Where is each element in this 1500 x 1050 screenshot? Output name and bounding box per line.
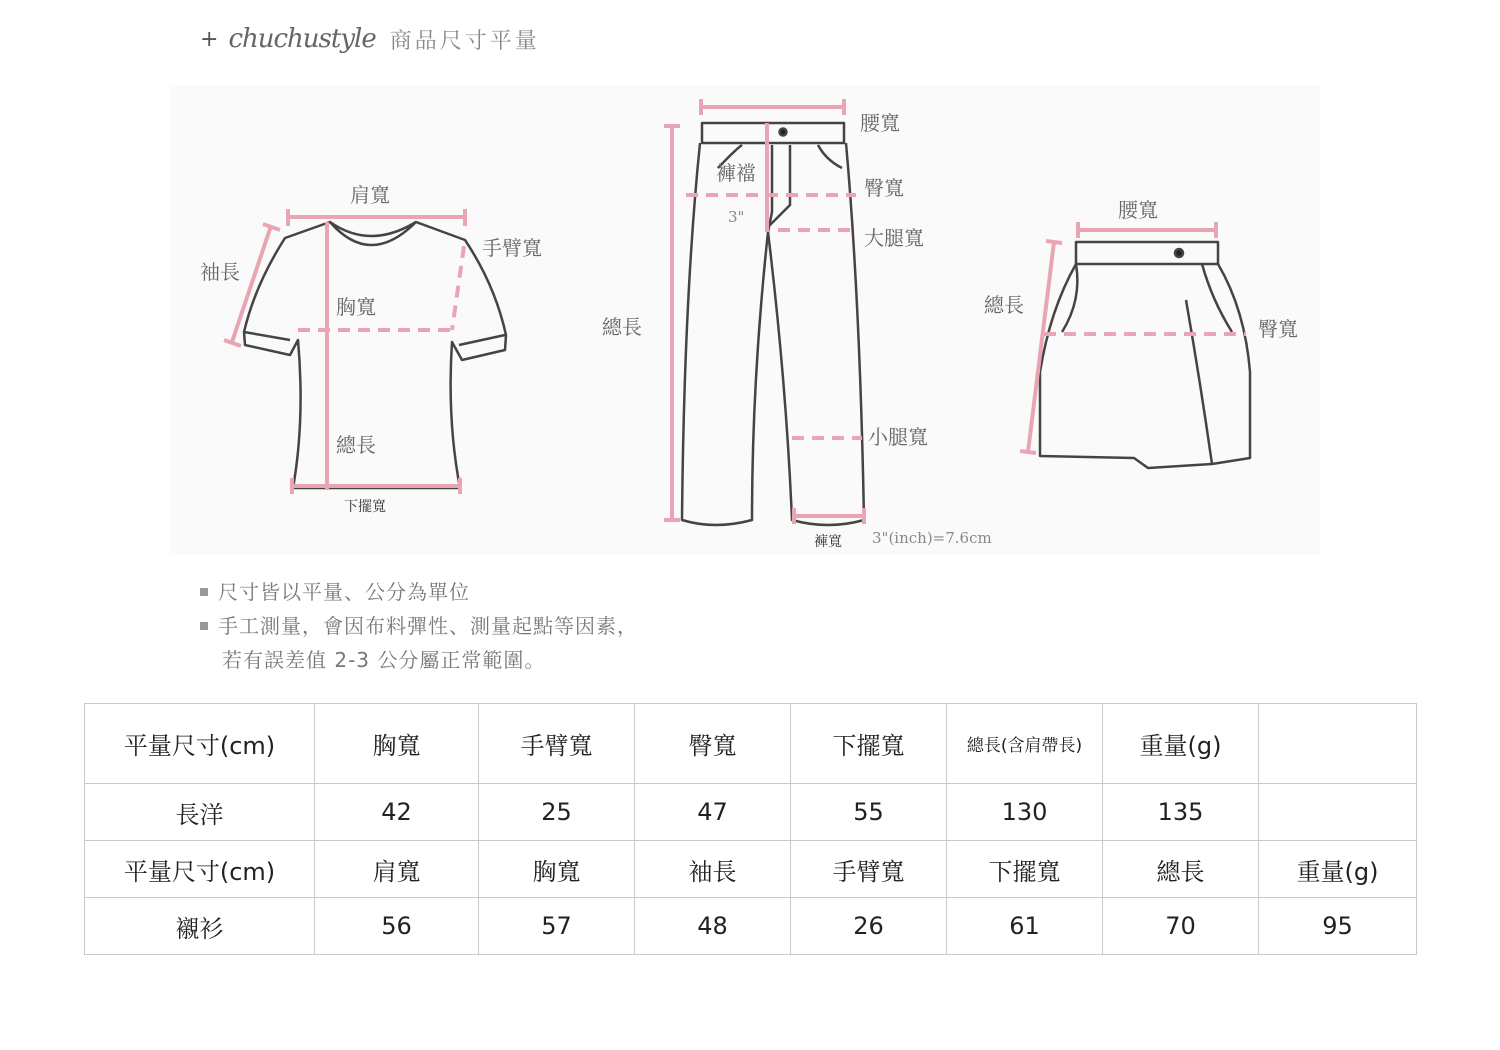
- table-row: [85, 841, 1417, 898]
- shirt-arm-width-label: 手臂寬: [482, 236, 542, 260]
- header-title: 商品尺寸平量: [389, 28, 540, 54]
- table-row: [85, 784, 1417, 841]
- table-cell: 135: [1103, 784, 1259, 841]
- table-cell: 47: [635, 784, 791, 841]
- table-cell: 重量(g): [1259, 841, 1417, 898]
- pants-rise-mark: 3": [728, 208, 745, 226]
- table-cell: [1259, 784, 1417, 841]
- table-cell: 42: [315, 784, 479, 841]
- shirt-sleeve-length-label: 袖長: [200, 260, 240, 284]
- inch-conversion-note: 3"(inch)=7.6cm: [872, 529, 992, 547]
- table-cell: 平量尺寸(cm): [85, 841, 315, 898]
- table-cell: 長洋: [85, 784, 315, 841]
- shirt-hem-label: 下擺寬: [344, 499, 386, 515]
- table-cell: 總長: [1103, 841, 1259, 898]
- table-cell: 130: [947, 784, 1103, 841]
- table-cell: 平量尺寸(cm): [85, 704, 315, 784]
- pants-calf-label: 小腿寬: [868, 425, 928, 449]
- skirt-waist-label: 腰寬: [1118, 198, 1158, 222]
- table-cell: 48: [635, 898, 791, 955]
- table-cell: 55: [791, 784, 947, 841]
- table-cell: 重量(g): [1103, 704, 1259, 784]
- note-line: 尺寸皆以平量、公分為單位: [200, 575, 638, 609]
- table-cell: 臀寬: [635, 704, 791, 784]
- shirt-chest-label: 胸寬: [336, 295, 376, 319]
- pants-hip-label: 臀寬: [864, 176, 904, 200]
- table-row: [85, 704, 1417, 784]
- table-cell: 61: [947, 898, 1103, 955]
- shirt-length-label: 總長: [336, 433, 376, 457]
- brand-logo: chuchustyle: [228, 24, 376, 54]
- bullet-icon: [200, 622, 208, 630]
- skirt-hip-label: 臀寬: [1258, 317, 1298, 341]
- table-cell: 25: [479, 784, 635, 841]
- shirt-shoulder-label: 肩寬: [350, 183, 390, 207]
- pants-waist-label: 腰寬: [860, 111, 900, 135]
- size-table: [84, 703, 1417, 955]
- table-cell: 袖長: [635, 841, 791, 898]
- table-cell: 胸寬: [315, 704, 479, 784]
- table-cell: 70: [1103, 898, 1259, 955]
- pants-leg-opening-label: 褲寬: [814, 534, 842, 550]
- table-cell: 總長(含肩帶長): [947, 704, 1103, 784]
- table-cell: 下擺寬: [791, 704, 947, 784]
- table-cell: 56: [315, 898, 479, 955]
- table-cell: 下擺寬: [947, 841, 1103, 898]
- table-row: [85, 898, 1417, 955]
- table-cell: 肩寬: [315, 841, 479, 898]
- table-cell: 手臂寬: [479, 704, 635, 784]
- pants-length-label: 總長: [602, 315, 642, 339]
- table-cell: [1259, 704, 1417, 784]
- table-cell: 襯衫: [85, 898, 315, 955]
- note-line: 若有誤差值 2-3 公分屬正常範圍。: [222, 648, 546, 672]
- table-cell: 手臂寬: [791, 841, 947, 898]
- table-cell: 95: [1259, 898, 1417, 955]
- plus-icon: +: [200, 26, 219, 52]
- table-cell: 胸寬: [479, 841, 635, 898]
- pants-rise-label: 褲襠: [716, 161, 756, 185]
- note-line: 手工測量，會因布料彈性、測量起點等因素，: [200, 609, 638, 643]
- table-cell: 26: [791, 898, 947, 955]
- bullet-icon: [200, 588, 208, 596]
- pants-thigh-label: 大腿寬: [864, 226, 924, 250]
- measurement-notes: [200, 575, 638, 677]
- table-cell: 57: [479, 898, 635, 955]
- skirt-length-label: 總長: [984, 293, 1024, 317]
